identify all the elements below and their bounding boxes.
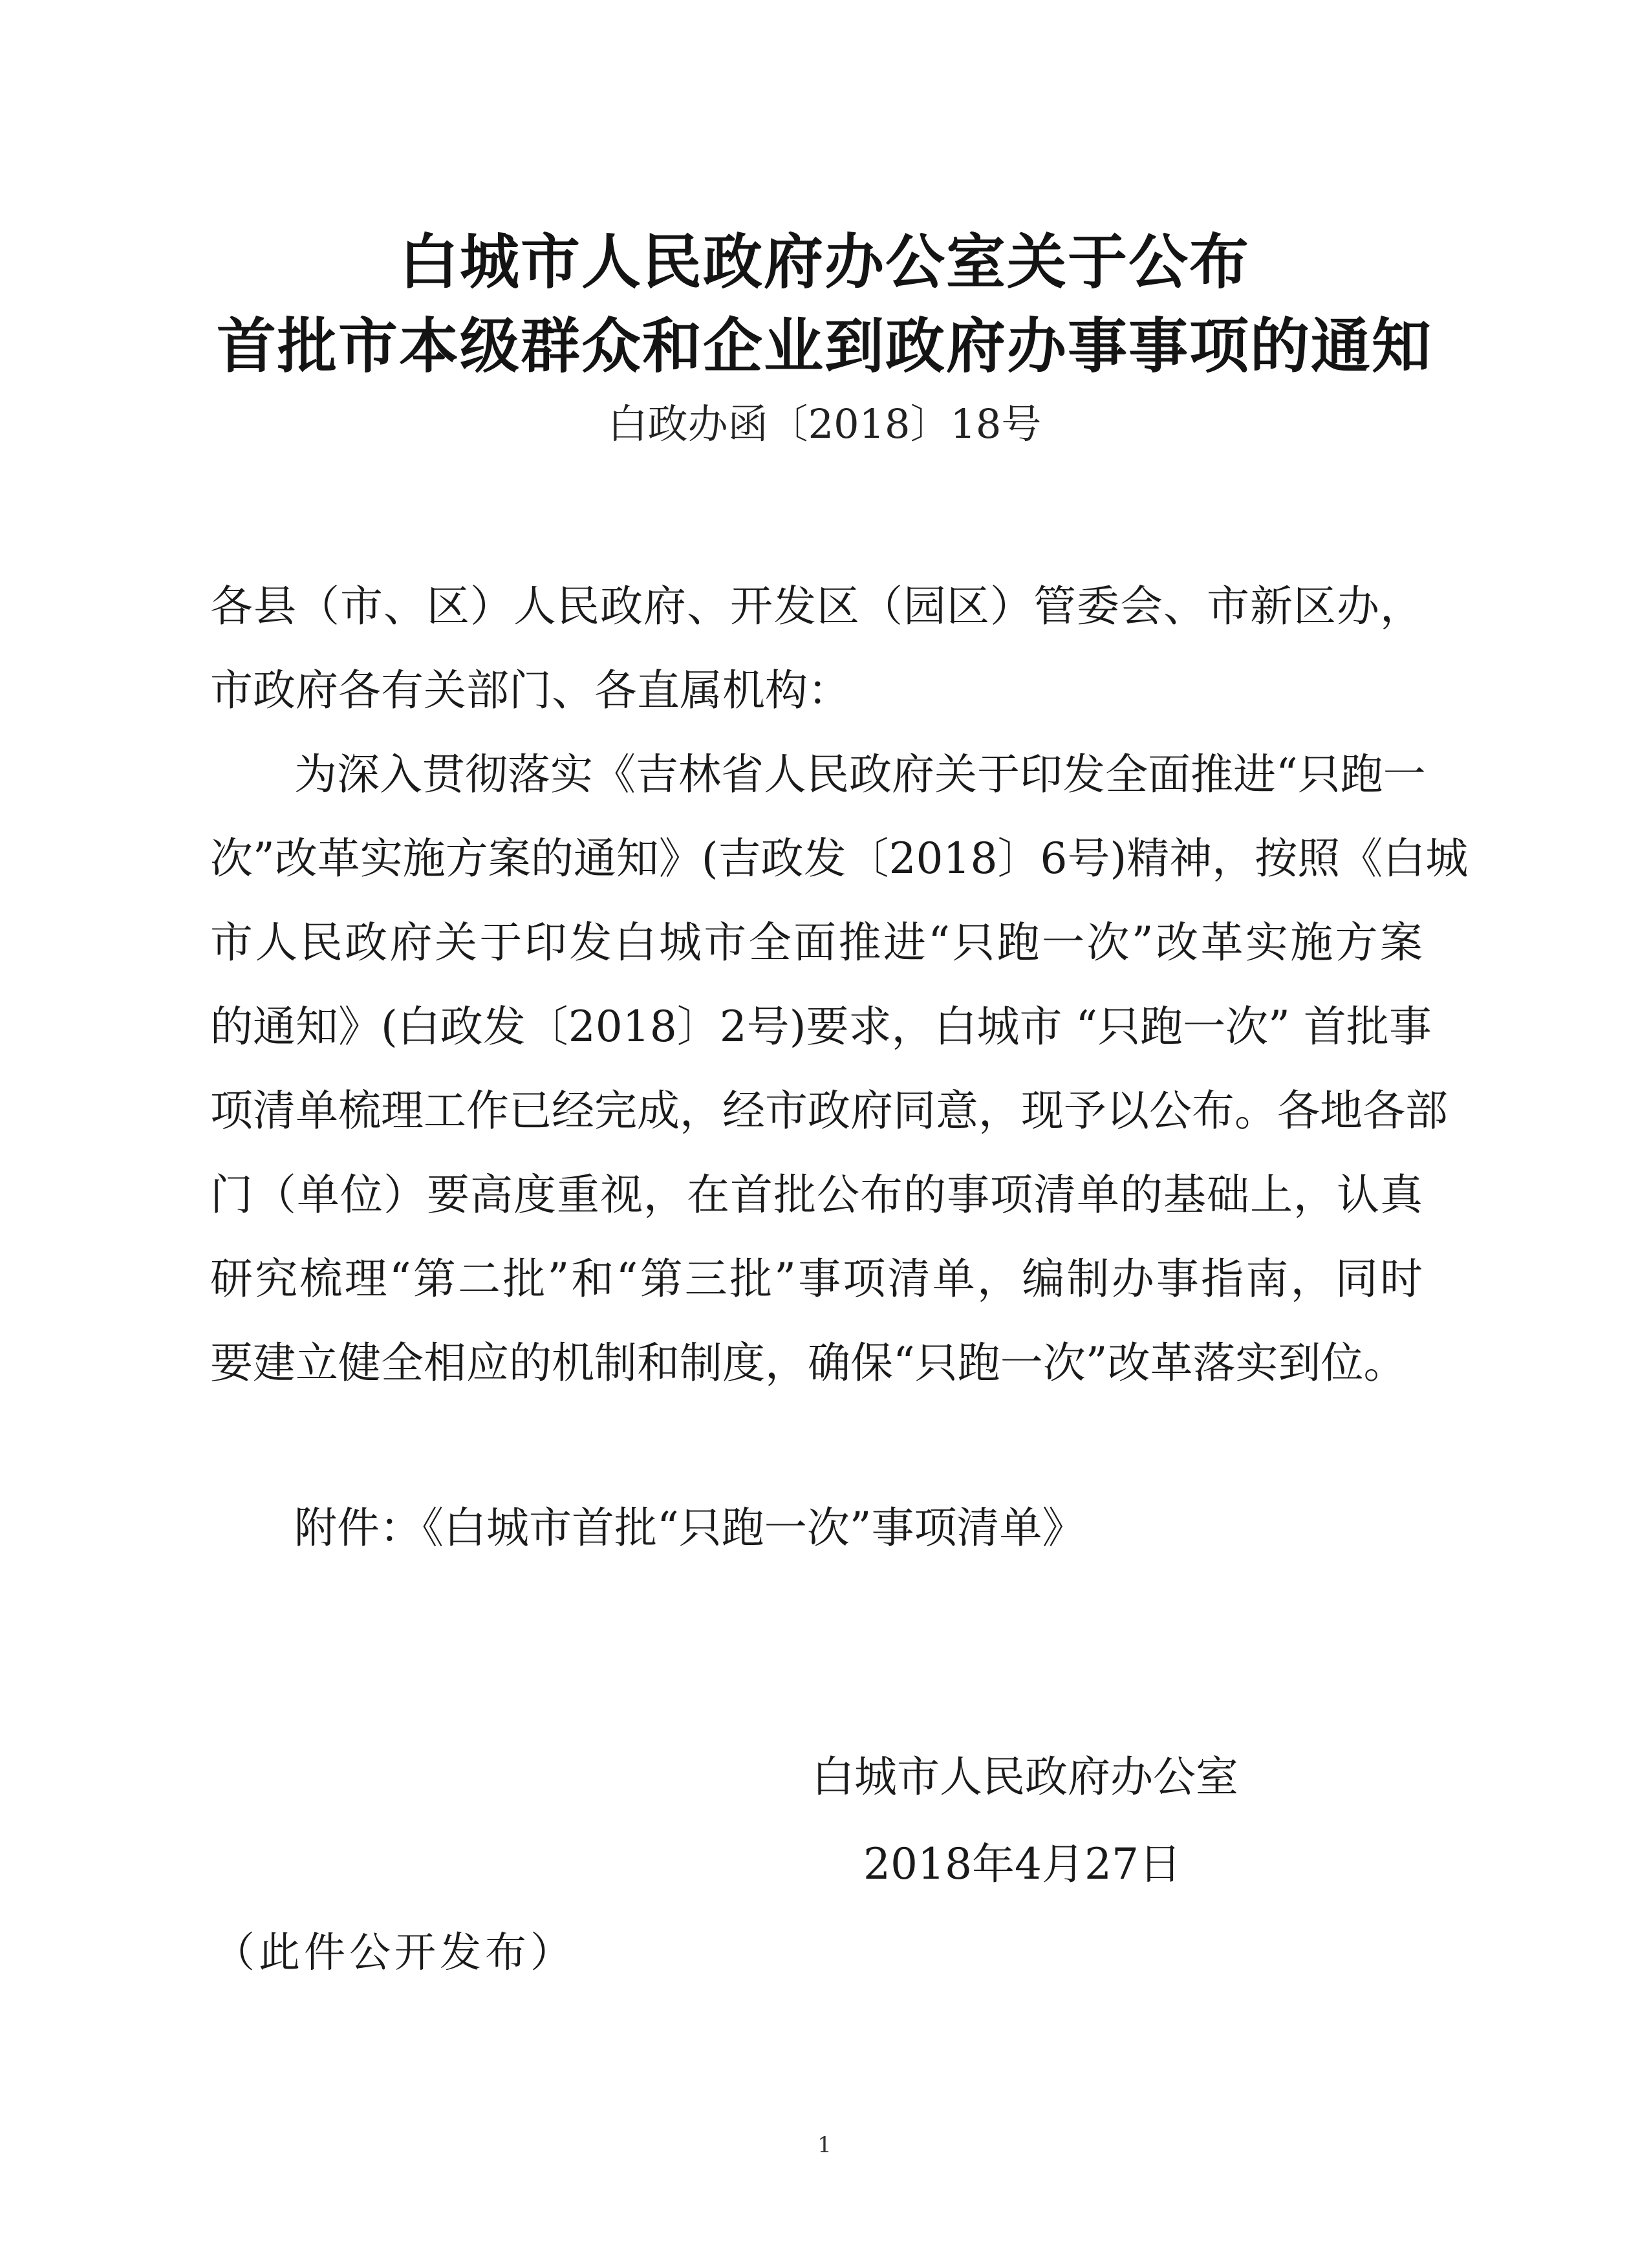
body-line-5: 项清单梳理工作已经完成，经市政府同意，现予以公布。各地各部	[210, 1086, 1448, 1136]
signature-organization: 白城市人民政府办公室	[812, 1752, 1238, 1802]
addressee-line-2: 市政府各有关部门、各直属机构：	[210, 665, 850, 715]
release-note: （此件公开发布）	[213, 1929, 576, 1977]
document-number: 白政办函〔2018〕18号	[607, 400, 1042, 448]
addressee-line-1: 各县（市、区）人民政府、开发区（园区）管委会、市新区办，	[210, 581, 1423, 631]
body-line-7: 研究梳理“第二批”和“第三批”事项清单，编制办事指南，同时	[210, 1254, 1423, 1304]
body-line-3: 市人民政府关于印发白城市全面推进“只跑一次”改革实施方案	[210, 918, 1423, 967]
body-line-6: 门（单位）要高度重视，在首批公布的事项清单的基础上，认真	[210, 1170, 1423, 1220]
page-number: 1	[817, 2132, 832, 2158]
signature-date: 2018年4月27日	[863, 1839, 1181, 1889]
body-line-1: 为深入贯彻落实《吉林省人民政府关于印发全面推进“只跑一	[294, 750, 1426, 799]
body-line-2: 次”改革实施方案的通知》(吉政发〔2018〕6号)精神，按照《白城	[210, 834, 1469, 883]
document-title-line1: 白城市人民政府办公室关于公布	[398, 228, 1250, 297]
document-title-line2: 首批市本级群众和企业到政府办事事项的通知	[216, 312, 1432, 381]
body-line-4: 的通知》(白政发〔2018〕2号)要求，白城市 “只跑一次” 首批事	[210, 1002, 1432, 1052]
attachment-line: 附件：《白城市首批“只跑一次”事项清单》	[294, 1503, 1085, 1553]
body-line-8: 要建立健全相应的机制和制度，确保“只跑一次”改革落实到位。	[210, 1338, 1406, 1388]
